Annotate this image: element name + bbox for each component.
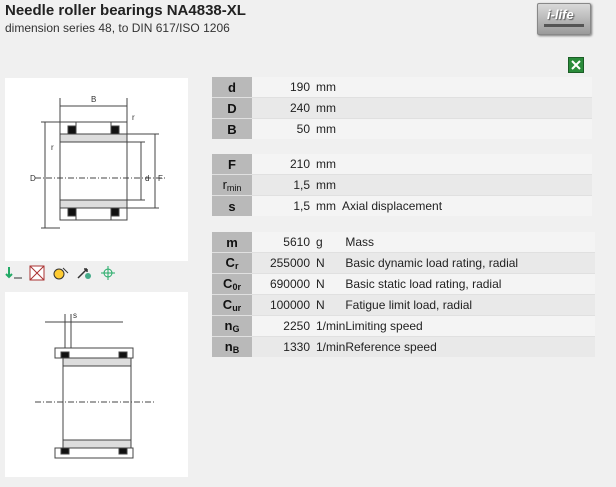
param-value: 240 — [252, 98, 314, 119]
param-symbol: $C_r$ — [212, 253, 252, 274]
no-relubrication-icon[interactable] — [28, 265, 46, 281]
label-d: d — [145, 174, 150, 183]
param-description: Limiting speed — [345, 316, 595, 337]
param-unit: mm — [314, 119, 342, 140]
excel-export-icon[interactable] — [568, 57, 584, 73]
param-description — [342, 154, 592, 175]
crosshair-icon[interactable] — [99, 265, 117, 281]
table-row — [212, 119, 592, 140]
param-symbol: $n_B$ — [212, 337, 252, 358]
param-value: 1,5 — [252, 175, 314, 196]
table-row — [212, 274, 595, 295]
param-unit: mm — [314, 175, 342, 196]
label-r-left: r — [51, 143, 54, 152]
param-description: Mass — [345, 232, 595, 253]
table-row — [212, 253, 595, 274]
param-value: 50 — [252, 119, 314, 140]
param-description — [342, 77, 592, 98]
param-unit: 1/min — [314, 316, 345, 337]
table-row — [212, 232, 595, 253]
param-symbol: D — [212, 98, 252, 119]
param-symbol: $C_{0r}$ — [212, 274, 252, 295]
param-value: 190 — [252, 77, 314, 98]
table-row — [212, 196, 592, 217]
logo-text: i-life — [547, 7, 574, 22]
axial-displacement-drawing — [5, 292, 188, 477]
load-ratings-table — [212, 232, 595, 357]
param-value: 5610 — [252, 232, 314, 253]
sealed-icon[interactable] — [52, 265, 70, 281]
bearing-section-drawing — [5, 78, 188, 261]
table-row — [212, 316, 595, 337]
param-description: Basic static load rating, radial — [345, 274, 595, 295]
label-F: F — [158, 174, 163, 183]
label-D: D — [30, 174, 36, 183]
param-unit: N — [314, 274, 345, 295]
label-s: s — [73, 311, 77, 320]
table-row — [212, 175, 592, 196]
param-symbol: m — [212, 232, 252, 253]
label-B: B — [91, 95, 97, 104]
param-value: 1,5 — [252, 196, 314, 217]
param-description: Basic dynamic load rating, radial — [345, 253, 595, 274]
param-unit: mm — [314, 196, 342, 217]
param-symbol: B — [212, 119, 252, 140]
param-unit: mm — [314, 77, 342, 98]
param-symbol: F — [212, 154, 252, 175]
param-value: 210 — [252, 154, 314, 175]
param-value: 255000 — [252, 253, 314, 274]
param-value: 690000 — [252, 274, 314, 295]
param-unit: mm — [314, 154, 342, 175]
param-symbol: $r_{min}$ — [212, 175, 252, 196]
table-row — [212, 98, 592, 119]
param-unit: N — [314, 253, 345, 274]
param-symbol: s — [212, 196, 252, 217]
param-description: Fatigue limit load, radial — [345, 295, 595, 316]
mounting-dimensions-table — [212, 154, 592, 216]
param-description — [342, 98, 592, 119]
param-description — [342, 175, 592, 196]
table-row — [212, 295, 595, 316]
param-unit: g — [314, 232, 345, 253]
param-symbol: d — [212, 77, 252, 98]
param-value: 100000 — [252, 295, 314, 316]
param-value: 1330 — [252, 337, 314, 358]
table-row — [212, 77, 592, 98]
dimensions-table — [212, 77, 592, 139]
param-unit: N — [314, 295, 345, 316]
param-unit: 1/min — [314, 337, 345, 358]
param-symbol: $C_{ur}$ — [212, 295, 252, 316]
lubrication-icon[interactable] — [75, 265, 93, 281]
param-description — [342, 119, 592, 140]
table-row — [212, 337, 595, 358]
param-description: Reference speed — [345, 337, 595, 358]
param-symbol: $n_G$ — [212, 316, 252, 337]
table-row — [212, 154, 592, 175]
page-title: Needle roller bearings NA4838-XL — [5, 2, 246, 19]
param-value: 2250 — [252, 316, 314, 337]
page-subtitle: dimension series 48, to DIN 617/ISO 1206 — [5, 21, 230, 35]
param-unit: mm — [314, 98, 342, 119]
feature-icons — [5, 265, 118, 283]
brand-logo[interactable] — [537, 3, 591, 35]
mounting-icon[interactable] — [5, 265, 23, 281]
param-description: Axial displacement — [342, 196, 592, 217]
label-r-top: r — [132, 113, 135, 122]
